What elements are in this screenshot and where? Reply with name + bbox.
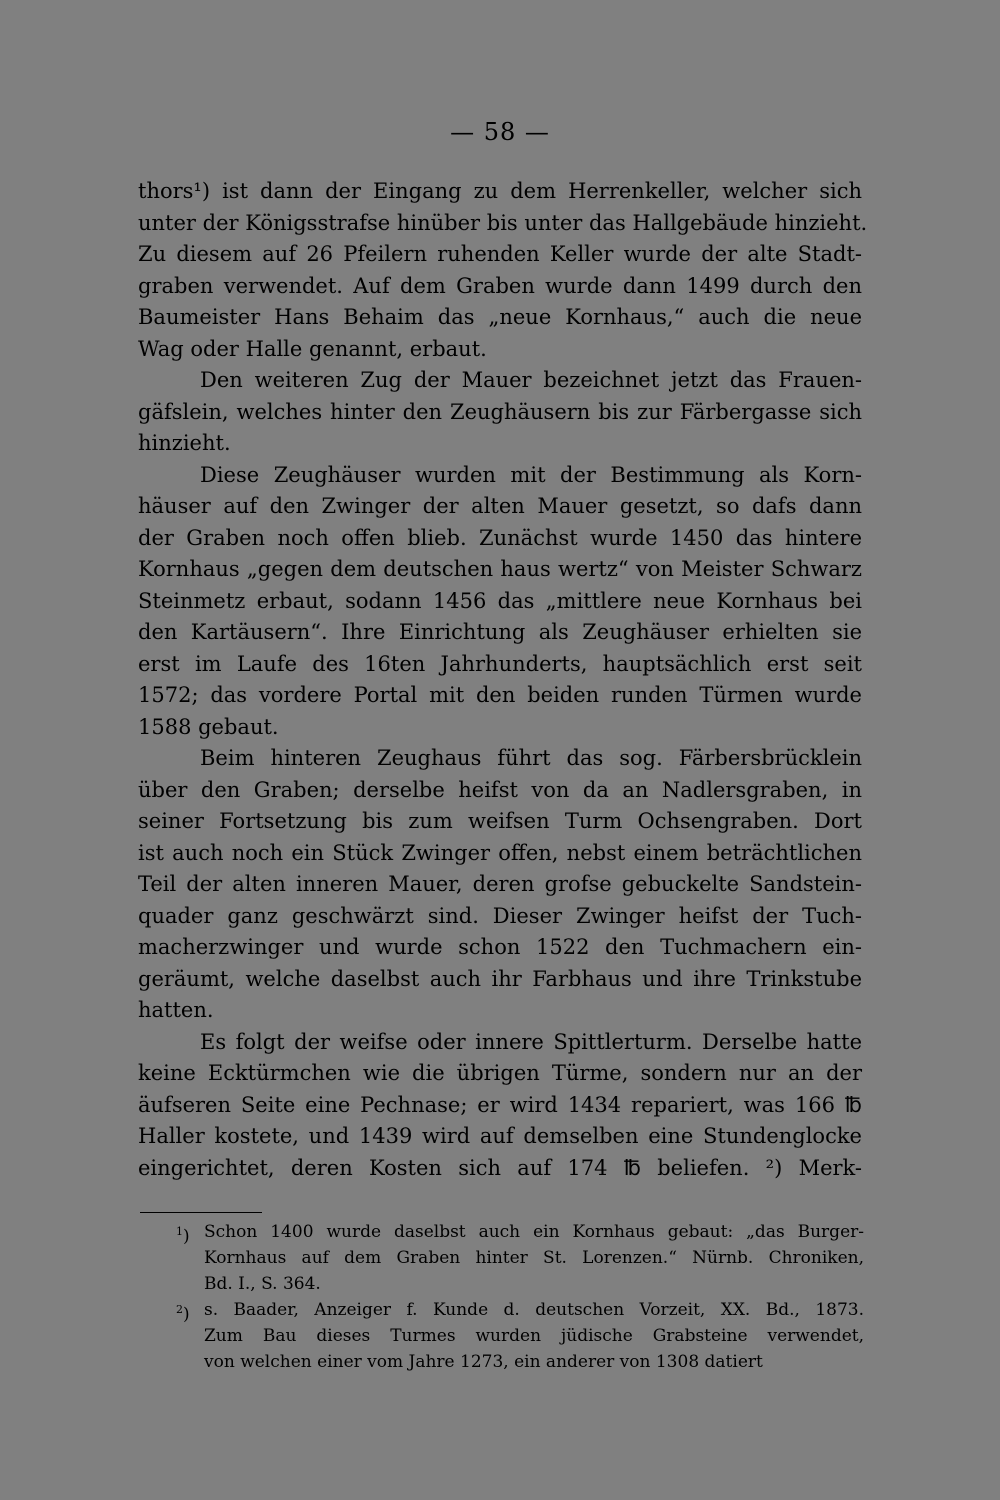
footnote-text: Zum Bau dieses Turmes wurden jüdische Grabsteine verwendet, [204,1326,864,1346]
text-line: gäfslein, welches hinter den Zeughäusern bis zur Färbergasse sich [138,399,862,424]
text-line: Steinmetz erbaut, sodann 1456 das „mittlere neue Kornhaus bei [138,588,862,613]
text-line: Diese Zeughäuser wurden mit der Bestimmung als Korn- [200,462,862,487]
footnote-separator [140,1212,262,1213]
text-line: macherzwinger und wurde schon 1522 den Tuchmachern ein- [138,935,862,959]
text-line: ist auch noch ein Stück Zwinger offen, nebst einem beträchtlichen [138,840,862,865]
text-line: Den weiteren Zug der Mauer bezeichnet jetzt das Frauen- [200,368,862,392]
text-line: unter der Königsstrafse hinüber bis unter das Hallgebäude hinzieht. [138,210,868,235]
footnote-line [176,1349,864,1375]
text-line: häuser auf den Zwinger der alten Mauer gesetzt, so dafs dann [138,494,862,518]
text-line: Beim hinteren Zeughaus führt das sog. Färbersbrücklein [200,746,862,770]
text-line: geräumt, welche daselbst auch ihr Farbhaus und ihre Trinkstube [138,966,862,991]
footnote-marker: $^2$) [176,1303,190,1325]
footnotes [176,1219,864,1375]
text-line: 1572; das vordere Portal mit den beiden runden Türmen wurde [138,683,862,707]
footnote-text: Kornhaus auf dem Graben hinter St. Lorenzen.“ Nürnb. Chroniken, [204,1248,864,1268]
text-line: Zu diesem auf 26 Pfeilern ruhenden Keller wurde der alte Stadt- [138,242,862,266]
text-line: graben verwendet. Auf dem Graben wurde dann 1499 durch den [138,273,862,298]
text-line: den Kartäusern“. Ihre Einrichtung als Zeughäuser erhielten sie [138,620,862,644]
text-line: 1588 gebaut. [138,714,279,739]
text-line: Baumeister Hans Behaim das „neue Kornhaus,“ auch die neue [138,305,862,329]
page-number: — 58 — [450,118,550,146]
text-line: äufseren Seite eine Pechnase; er wird 1434 repariert, was 166 ℔ [138,1092,862,1117]
text-line: der Graben noch offen blieb. Zunächst wurde 1450 das hintere [138,525,862,550]
footnote-line [176,1219,864,1245]
footnote-text: Bd. I., S. 364. [204,1274,321,1294]
text-line: quader ganz geschwärzt sind. Dieser Zwinger heifst der Tuch- [138,903,862,928]
footnote-marker: $^1$) [176,1225,190,1247]
footnote-line [176,1297,864,1323]
text-line: hatten. [138,998,214,1022]
text-line: keine Ecktürmchen wie die übrigen Türme, sondern nur an der [138,1061,862,1085]
text-line: über den Graben; derselbe heifst von da an Nadlersgraben, in [138,777,862,802]
footnote-text: s. Baader, Anzeiger f. Kunde d. deutschen Vorzeit, XX. Bd., 1873. [204,1300,864,1320]
text-line: Es folgt der weifse oder innere Spittlerturm. Derselbe hatte [200,1029,862,1054]
footnote-text: Schon 1400 wurde daselbst auch ein Kornhaus gebaut: „das Burger- [204,1222,864,1242]
text-line: thors¹) ist dann der Eingang zu dem Herrenkeller, welcher sich [138,179,862,203]
footnote-line [176,1245,864,1271]
text-line: Haller kostete, und 1439 wird auf demselben eine Stundenglocke [138,1124,862,1148]
main-text [138,176,868,1184]
text-line: eingerichtet, deren Kosten sich auf 174 ℔ beliefen. ²) Merk- [138,1155,862,1180]
text-line: Kornhaus „gegen dem deutschen haus wertz“ von Meister Schwarz [138,557,862,581]
text-line: erst im Laufe des 16ten Jahrhunderts, hauptsächlich erst seit [138,651,862,676]
text-line: Teil der alten inneren Mauer, deren grofse gebuckelte Sandstein- [138,872,862,896]
text-line: seiner Fortsetzung bis zum weifsen Turm Ochsengraben. Dort [138,809,862,833]
text-line: Wag oder Halle genannt, erbaut. [138,336,487,361]
footnote-line [176,1323,864,1349]
text-line: hinzieht. [138,431,231,455]
footnote-line [176,1271,864,1297]
footnote-text: von welchen einer vom Jahre 1273, ein anderer von 1308 datiert [204,1352,763,1372]
